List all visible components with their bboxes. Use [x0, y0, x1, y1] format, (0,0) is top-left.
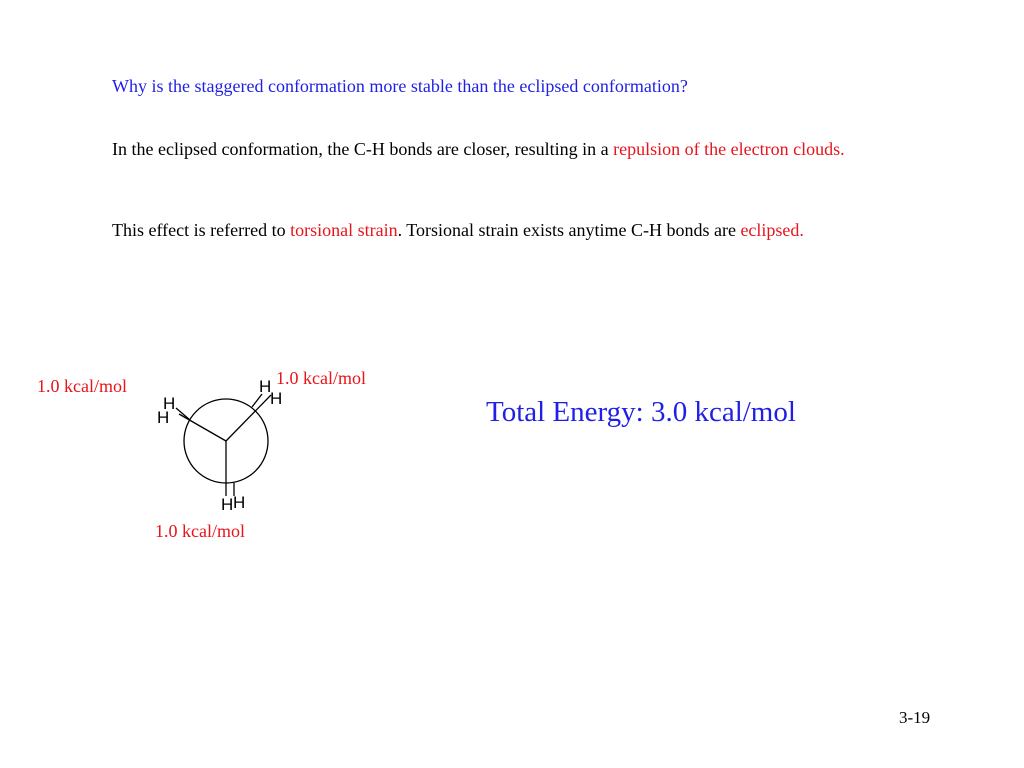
hydrogen-label: H [157, 408, 170, 427]
page-number: 3-19 [899, 708, 931, 727]
energy-label-bottom: 1.0 kcal/mol [155, 521, 245, 541]
hydrogen-label: H [221, 495, 234, 514]
eclipsed-highlight: eclipsed. [740, 220, 804, 240]
repulsion-highlight: repulsion of the electron clouds. [613, 139, 845, 159]
torsional-strain-highlight: torsional strain [290, 220, 398, 240]
question-heading: Why is the staggered conformation more stable than the eclipsed conformation? [112, 76, 688, 96]
paragraph-torsional-text-b: . Torsional strain exists anytime C-H bonds are [397, 220, 741, 240]
hydrogen-label: H [163, 394, 176, 413]
energy-label-left: 1.0 kcal/mol [37, 376, 127, 396]
hydrogen-label: H [270, 389, 283, 408]
front-bond-upper-right [226, 395, 271, 441]
hydrogen-label: H [259, 377, 272, 396]
hydrogen-label: H [233, 493, 246, 512]
total-energy: Total Energy: 3.0 kcal/mol [486, 396, 796, 428]
energy-label-top-right: 1.0 kcal/mol [276, 368, 366, 388]
paragraph-torsional-text-a: This effect is referred to [112, 220, 291, 240]
back-bond-upper-left [176, 408, 190, 420]
paragraph-eclipsed-text: In the eclipsed conformation, the C-H bonds are closer, resulting in a [112, 139, 614, 159]
